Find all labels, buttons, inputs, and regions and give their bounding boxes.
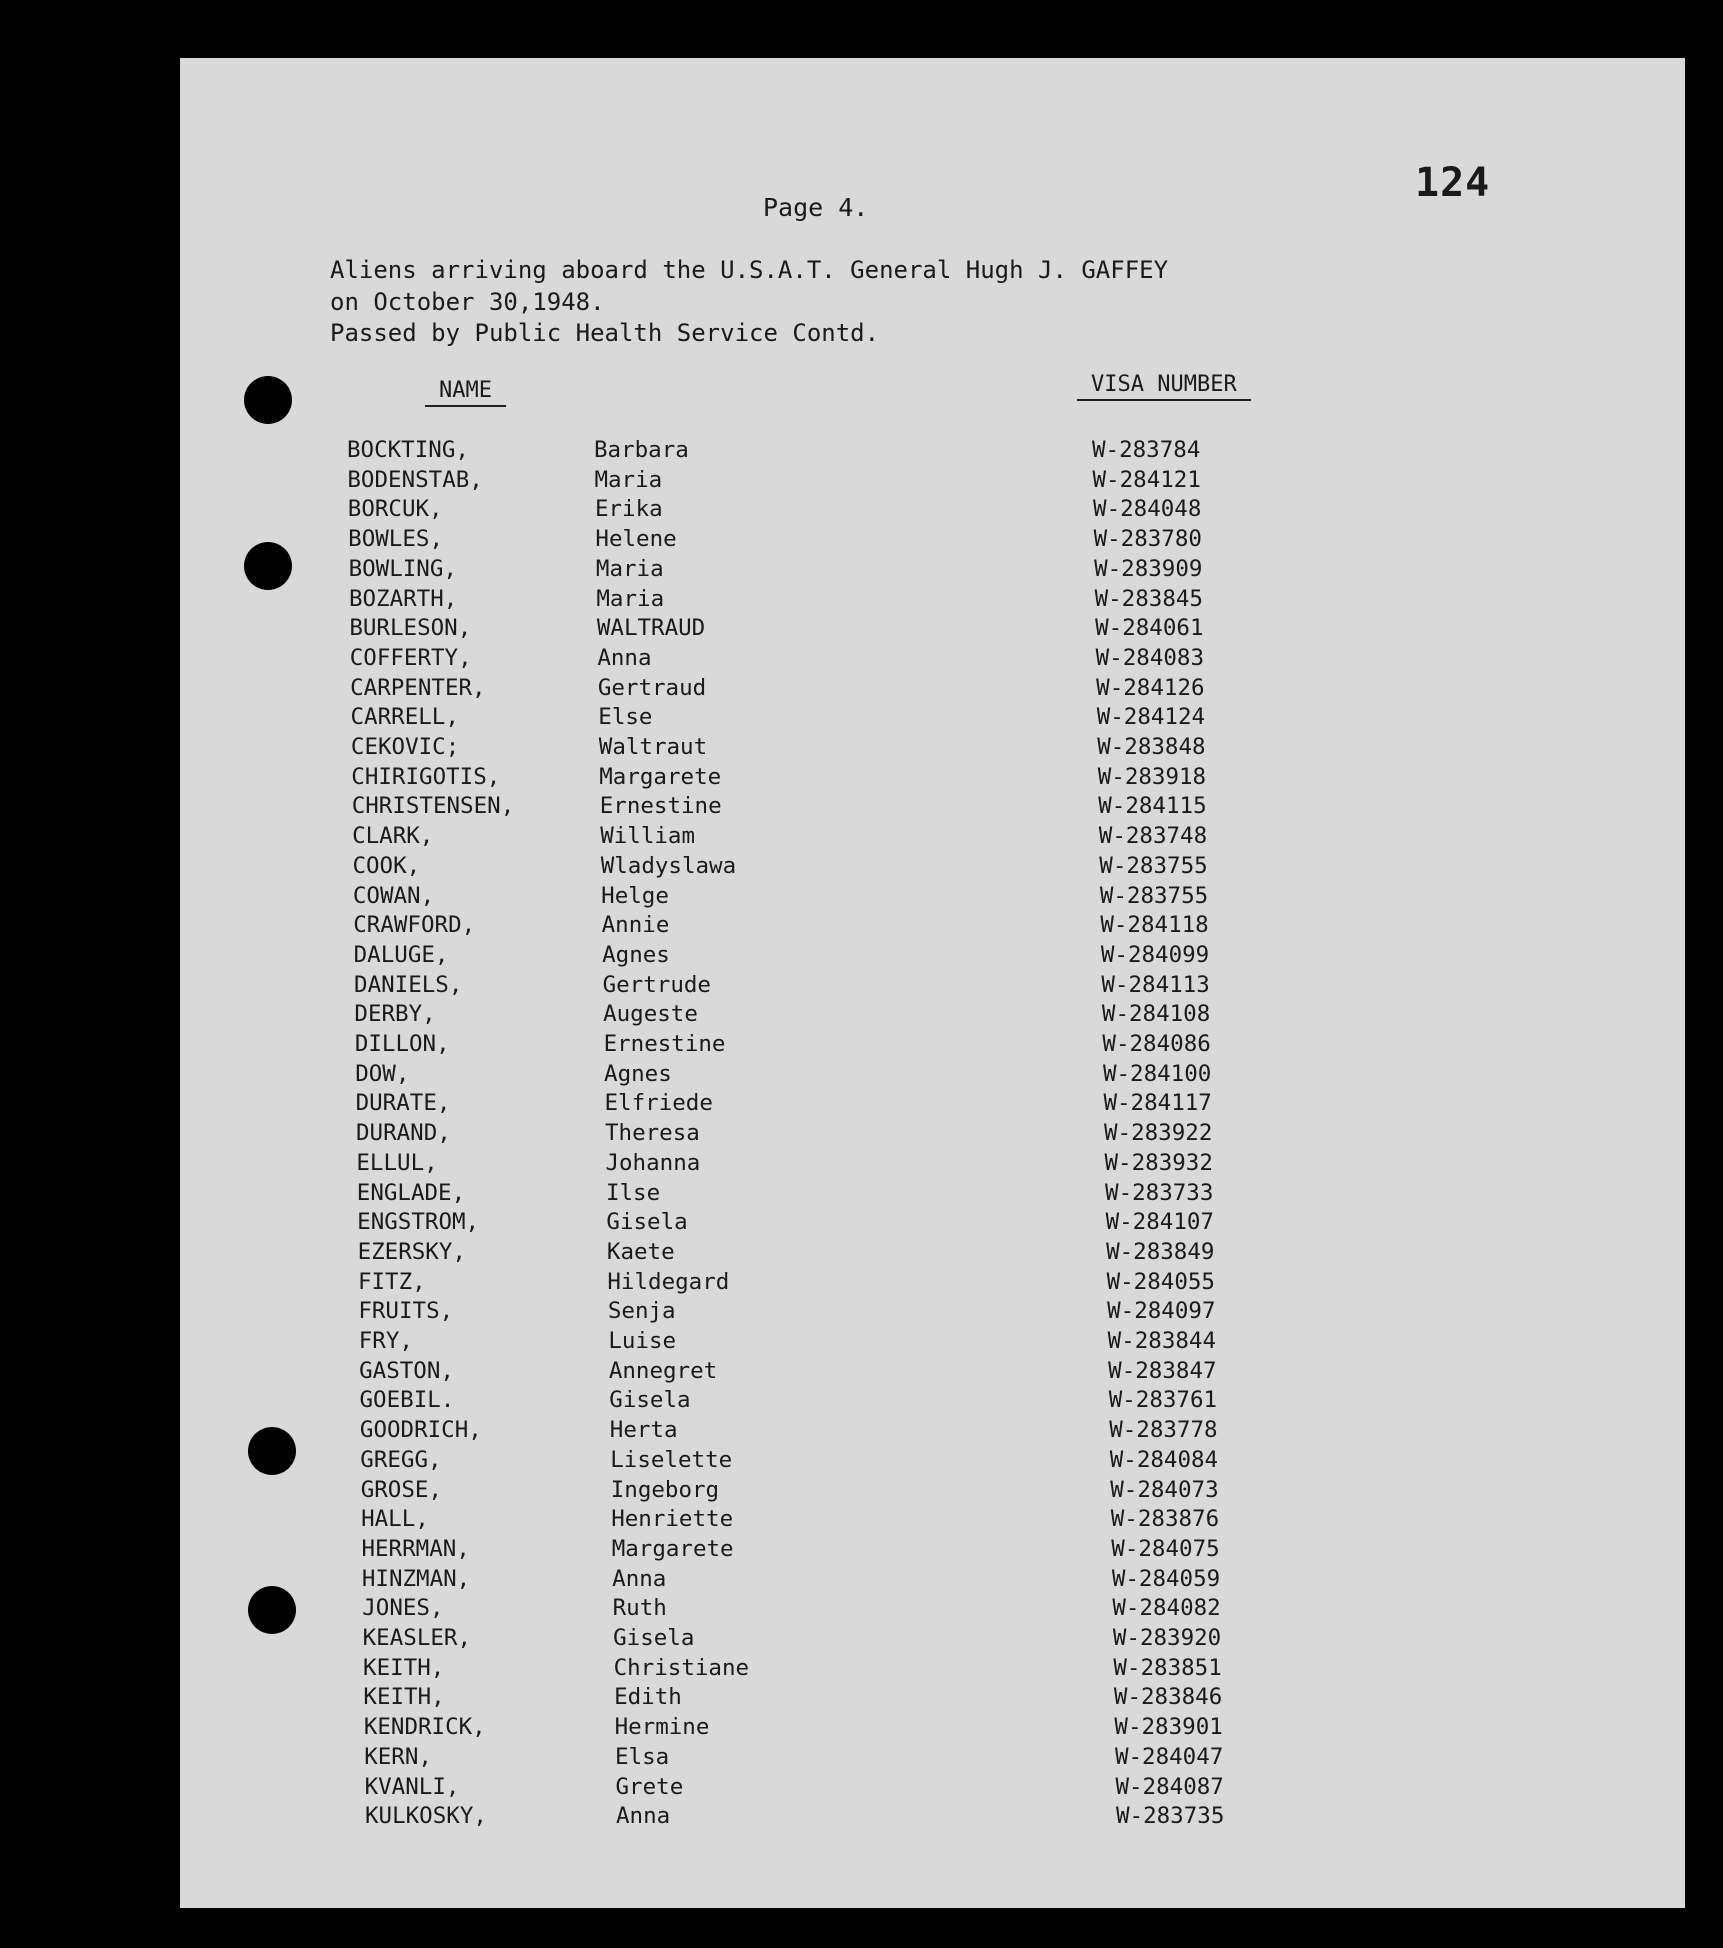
surname-cell: JONES, (362, 1595, 444, 1622)
header-line-3: Passed by Public Health Service Contd. (330, 319, 880, 347)
visa-number-cell: W-284126 (1096, 674, 1205, 701)
given-name-cell: Senja (607, 1298, 676, 1325)
surname-cell: ENGLADE, (356, 1179, 466, 1206)
visa-number-cell: W-284059 (1111, 1565, 1221, 1592)
given-name-cell: Else (598, 704, 653, 731)
surname-cell: HALL, (361, 1506, 429, 1533)
visa-number-cell: W-283922 (1104, 1120, 1213, 1147)
visa-number-cell: W-283755 (1099, 882, 1209, 909)
given-name-cell: Augeste (603, 1001, 698, 1028)
given-name-cell: Gisela (613, 1625, 695, 1651)
surname-cell: HERRMAN, (361, 1535, 470, 1562)
given-name-cell: Grete (615, 1773, 684, 1800)
given-name-cell: Maria (595, 555, 664, 582)
surname-cell: GOEBIL. (359, 1387, 455, 1414)
surname-cell: DURATE, (355, 1090, 451, 1117)
given-name-cell: Elsa (615, 1743, 670, 1770)
given-name-cell: Ernestine (599, 793, 722, 820)
given-name-cell: Annegret (608, 1357, 718, 1384)
given-name-cell: Ruth (612, 1595, 667, 1622)
given-name-cell: Edith (614, 1684, 682, 1711)
given-name-cell: Theresa (605, 1120, 700, 1147)
surname-cell: BOWLES, (348, 526, 443, 553)
given-name-cell: Helene (595, 526, 677, 553)
visa-number-cell: W-284115 (1098, 793, 1207, 820)
given-name-cell: Anna (612, 1565, 667, 1592)
given-name-cell: Hildegard (607, 1268, 730, 1295)
given-name-cell: Helge (601, 882, 669, 909)
visa-number-cell: W-284124 (1096, 704, 1206, 731)
visa-number-cell: W-283848 (1097, 734, 1206, 760)
surname-cell: COFFERTY, (349, 644, 472, 671)
surname-cell: BURLESON, (349, 615, 472, 642)
surname-cell: DURAND, (356, 1120, 451, 1147)
visa-number-cell: W-284097 (1107, 1298, 1216, 1325)
surname-cell: BOCKTING, (347, 437, 469, 463)
surname-cell: CHIRIGOTIS, (351, 763, 501, 790)
given-name-cell: Margarete (599, 763, 722, 790)
surname-cell: KVANLI, (364, 1773, 460, 1800)
given-name-cell: Ingeborg (610, 1476, 720, 1503)
visa-number-cell: W-283847 (1108, 1357, 1217, 1384)
surname-cell: KEITH, (363, 1684, 445, 1711)
given-name-cell: Luise (608, 1328, 677, 1354)
given-name-cell: Maria (596, 585, 665, 612)
surname-cell: CEKOVIC; (350, 734, 460, 760)
given-name-cell: WALTRAUD (596, 615, 706, 642)
given-name-cell: Agnes (602, 941, 670, 968)
visa-number-cell: W-284047 (1114, 1743, 1224, 1770)
surname-cell: BORCUK, (347, 496, 443, 523)
surname-cell: CRAWFORD, (353, 912, 476, 939)
visa-number-cell: W-283846 (1113, 1684, 1223, 1711)
surname-cell: KULKOSKY, (365, 1803, 487, 1830)
visa-number-cell: W-284107 (1105, 1209, 1214, 1236)
surname-cell: KERN, (364, 1743, 432, 1770)
given-name-cell: Hermine (614, 1714, 710, 1741)
visa-number-cell: W-284083 (1095, 644, 1205, 671)
surname-cell: CLARK, (352, 823, 434, 850)
given-name-cell: Henriette (611, 1506, 734, 1533)
given-name-cell: Waltraut (598, 734, 708, 760)
column-header-name: NAME (425, 378, 506, 407)
visa-number-cell: W-284100 (1102, 1060, 1212, 1087)
given-name-cell: Maria (594, 466, 663, 493)
visa-number-cell: W-284073 (1110, 1476, 1219, 1503)
surname-cell: DOW, (355, 1060, 410, 1087)
given-name-cell: Herta (609, 1417, 678, 1444)
visa-number-cell: W-283901 (1114, 1714, 1223, 1741)
visa-number-cell: W-283784 (1092, 437, 1201, 463)
visa-number-cell: W-284084 (1109, 1446, 1219, 1473)
surname-cell: DANIELS, (354, 971, 463, 998)
given-name-cell: Anna (616, 1803, 671, 1830)
given-name-cell: Barbara (594, 437, 689, 463)
surname-cell: ENGSTROM, (357, 1209, 480, 1236)
given-name-cell: Annie (601, 912, 670, 939)
visa-number-cell: W-283844 (1107, 1328, 1217, 1354)
surname-cell: BOZARTH, (348, 585, 458, 612)
given-name-cell: Gisela (606, 1209, 688, 1236)
given-name-cell: Ilse (605, 1179, 661, 1206)
visa-number-cell: W-283780 (1093, 526, 1202, 553)
visa-number-cell: W-283748 (1098, 823, 1208, 850)
given-name-cell: Erika (594, 496, 663, 523)
visa-number-cell: W-283778 (1109, 1417, 1218, 1444)
given-name-cell: Wladyslawa (600, 852, 737, 879)
given-name-cell: Margarete (611, 1535, 734, 1562)
given-name-cell: William (600, 823, 696, 850)
given-name-cell: Gertrude (602, 971, 711, 998)
visa-number-cell: W-284099 (1100, 941, 1210, 968)
given-name-cell: Gisela (609, 1387, 691, 1414)
surname-cell: ELLUL, (356, 1149, 438, 1176)
visa-number-cell: W-284048 (1093, 496, 1202, 523)
folio-number: 124 (1415, 160, 1491, 206)
given-name-cell: Christiane (613, 1654, 750, 1681)
visa-number-cell: W-284117 (1103, 1090, 1212, 1117)
surname-cell: CHRISTENSEN, (351, 793, 515, 820)
surname-cell: EZERSKY, (357, 1238, 466, 1265)
surname-cell: CARPENTER, (350, 674, 486, 701)
visa-number-cell: W-283876 (1110, 1506, 1220, 1533)
visa-number-cell: W-284087 (1115, 1773, 1224, 1800)
visa-number-cell: W-283733 (1105, 1179, 1214, 1206)
surname-cell: DALUGE, (353, 941, 449, 968)
surname-cell: DERBY, (354, 1001, 436, 1028)
visa-number-cell: W-283932 (1104, 1149, 1213, 1176)
visa-number-cell: W-283909 (1094, 555, 1203, 582)
surname-cell: KEASLER, (362, 1625, 472, 1651)
binder-hole (244, 376, 292, 424)
given-name-cell: Ernestine (603, 1031, 726, 1057)
surname-cell: FRUITS, (358, 1298, 454, 1325)
given-name-cell: Kaete (606, 1238, 675, 1265)
visa-number-cell: W-283918 (1097, 763, 1207, 790)
surname-cell: FRY, (358, 1328, 413, 1354)
visa-number-cell: W-284113 (1101, 971, 1210, 998)
binder-hole (248, 1427, 296, 1475)
visa-number-cell: W-283920 (1112, 1625, 1222, 1651)
visa-number-cell: W-283735 (1116, 1803, 1225, 1830)
surname-cell: KEITH, (363, 1654, 445, 1681)
visa-number-cell: W-284055 (1106, 1268, 1215, 1295)
visa-number-cell: W-284118 (1100, 912, 1209, 939)
visa-number-cell: W-284082 (1112, 1595, 1221, 1622)
visa-number-cell: W-284075 (1111, 1535, 1220, 1562)
visa-number-cell: W-283755 (1099, 852, 1208, 879)
surname-cell: HINZMAN, (361, 1565, 471, 1592)
given-name-cell: Elfriede (604, 1090, 713, 1117)
visa-number-cell: W-284121 (1092, 466, 1201, 493)
header-line-1: Aliens arriving aboard the U.S.A.T. General Hugh J. GAFFEY (330, 256, 1169, 284)
visa-number-cell: W-284061 (1095, 615, 1204, 642)
surname-cell: COOK, (352, 852, 421, 879)
given-name-cell: Agnes (604, 1060, 672, 1087)
surname-cell: FITZ, (357, 1268, 426, 1295)
binder-hole (248, 1586, 296, 1634)
given-name-cell: Gertraud (597, 674, 707, 701)
visa-number-cell: W-283845 (1094, 585, 1203, 612)
given-name-cell: Liselette (610, 1446, 733, 1473)
visa-number-cell: W-283849 (1106, 1238, 1215, 1265)
surname-cell: GREGG, (360, 1446, 442, 1473)
column-header-visa: VISA NUMBER (1077, 372, 1251, 401)
given-name-cell: Anna (597, 644, 652, 671)
page-label: Page 4. (763, 193, 869, 222)
surname-cell: KENDRICK, (363, 1714, 486, 1741)
surname-cell: GOODRICH, (359, 1417, 482, 1444)
surname-cell: GROSE, (360, 1476, 442, 1503)
surname-cell: BODENSTAB, (347, 466, 483, 493)
surname-cell: BOWLING, (348, 555, 457, 582)
binder-hole (244, 542, 292, 590)
surname-cell: CARRELL, (350, 704, 459, 731)
visa-number-cell: W-284108 (1101, 1001, 1211, 1028)
visa-number-cell: W-284086 (1102, 1031, 1211, 1057)
surname-cell: GASTON, (359, 1357, 454, 1384)
header-line-2: on October 30,1948. (330, 288, 605, 316)
surname-cell: COWAN, (352, 882, 435, 909)
visa-number-cell: W-283851 (1113, 1654, 1222, 1681)
surname-cell: DILLON, (354, 1031, 450, 1057)
given-name-cell: Johanna (605, 1149, 701, 1176)
visa-number-cell: W-283761 (1108, 1387, 1218, 1414)
